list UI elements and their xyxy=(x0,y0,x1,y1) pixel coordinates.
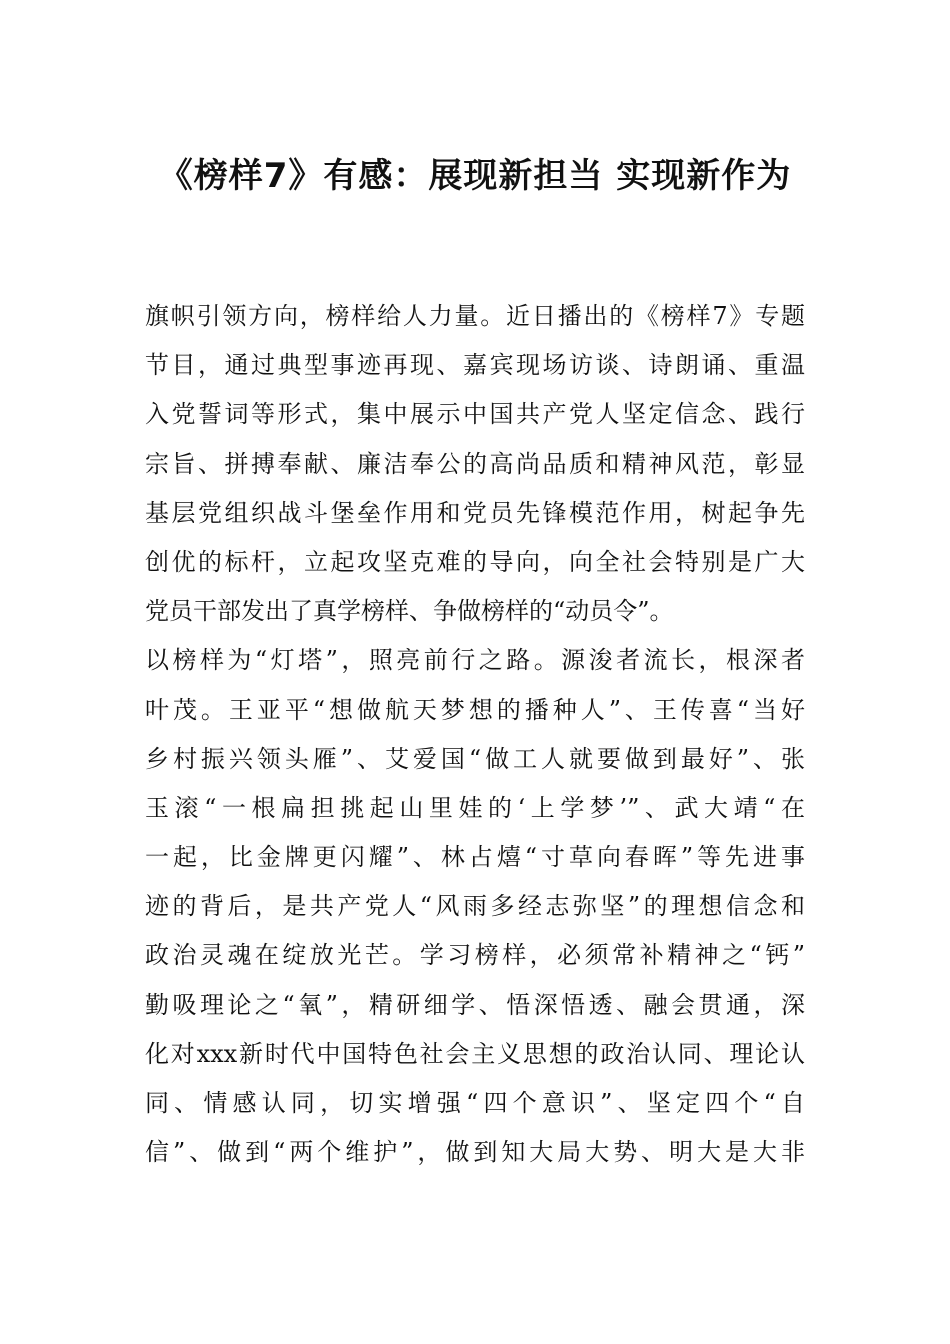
body-line: 旗帜引领方向，榜样给人力量。近日播出的《榜样7》专题 xyxy=(145,302,805,330)
body-line: 同、情感认同，切实增强“四个意识”、坚定四个“自 xyxy=(145,1089,805,1117)
body-line: 信”、做到“两个维护”，做到知大局大势、明大是大非 xyxy=(145,1138,805,1167)
body-line: 乡村振兴领头雁”、艾爱国“做工人就要做到最好”、张 xyxy=(145,744,805,773)
body-line: 迹的背后，是共产党人“风雨多经志弥坚”的理想信念和 xyxy=(145,892,805,921)
body-line: 入党誓词等形式，集中展示中国共产党人坚定信念、践行 xyxy=(145,400,805,429)
body-line: 党员干部发出了真学榜样、争做榜样的“动员令”。 xyxy=(145,597,674,626)
body-line: 化对xxx新时代中国特色社会主义思想的政治认同、理论认 xyxy=(145,1039,805,1068)
body-line: 节目，通过典型事迹再现、嘉宾现场访谈、诗朗诵、重温 xyxy=(145,351,805,380)
body-line: 玉滚“一根扁担挑起山里娃的‘上学梦’”、武大靖“在 xyxy=(145,793,805,822)
body-line: 政治灵魂在绽放光芒。学习榜样，必须常补精神之“钙” xyxy=(145,941,805,970)
body-line: 基层党组织战斗堡垒作用和党员先锋模范作用，树起争先 xyxy=(145,498,805,527)
body-line: 勤吸理论之“氧”，精研细学、悟深悟透、融会贯通，深 xyxy=(145,990,805,1019)
document-title: 《榜样7》有感：展现新担当 实现新作为 xyxy=(158,156,792,196)
body-line: 以榜样为“灯塔”，照亮前行之路。源浚者流长，根深者 xyxy=(145,646,805,675)
body-line: 创优的标杆，立起攻坚克难的导向，向全社会特别是广大 xyxy=(145,547,805,576)
body-line: 一起，比金牌更闪耀”、林占熺“寸草向春晖”等先进事 xyxy=(145,843,805,872)
document-body xyxy=(145,292,805,1177)
body-line: 叶茂。王亚平“想做航天梦想的播种人”、王传喜“当好 xyxy=(145,695,805,724)
body-line: 宗旨、拼搏奉献、廉洁奉公的高尚品质和精神风范，彰显 xyxy=(145,449,805,478)
